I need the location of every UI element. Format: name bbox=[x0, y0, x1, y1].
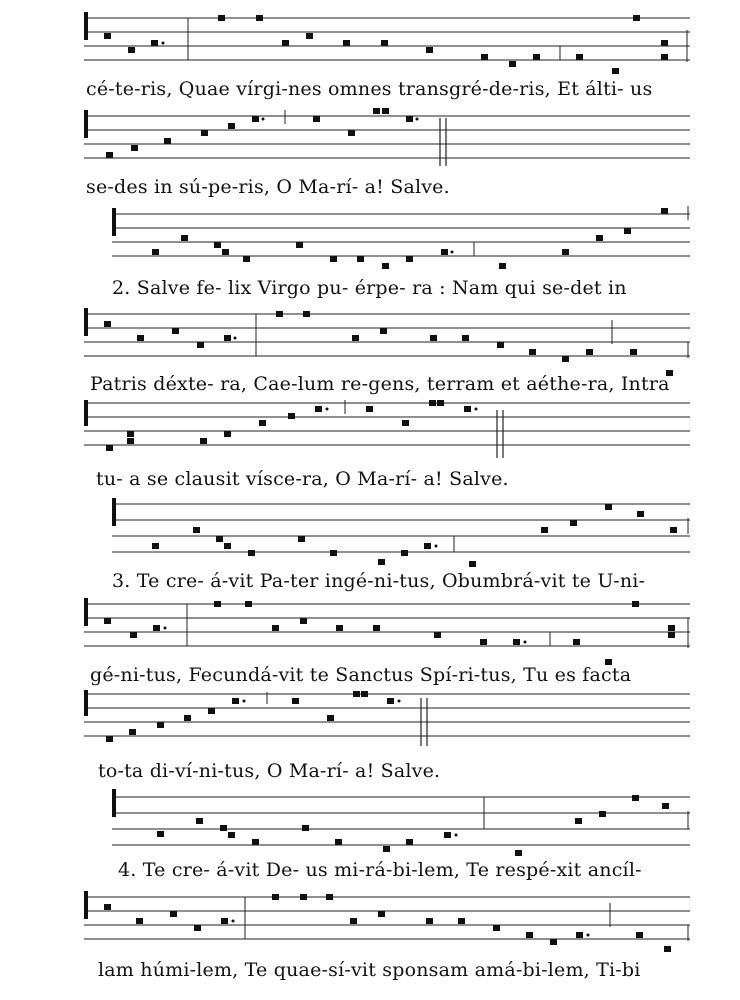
lyrics-7: gé-ni-tus, Fecundá-vit te Sanctus Spí-ri-tus, Tu es facta bbox=[90, 664, 632, 686]
lyrics-3: 2. Salve fe- lix Virgo pu- érpe- ra : Nam qui se-det in bbox=[112, 277, 627, 299]
neumes bbox=[106, 108, 446, 166]
staff-lines bbox=[84, 403, 690, 445]
system-3 bbox=[0, 200, 740, 300]
c-clef-icon bbox=[84, 110, 88, 138]
staff-9 bbox=[0, 785, 740, 869]
c-clef-icon bbox=[112, 498, 116, 526]
c-clef-icon bbox=[112, 208, 116, 236]
c-clef-icon bbox=[84, 891, 88, 919]
staff-lines bbox=[112, 214, 690, 256]
system-9 bbox=[0, 785, 740, 890]
system-7 bbox=[0, 590, 740, 690]
lyrics-10: lam húmi-lem, Te quae-sí-vit sponsam amá-bi-lem, Ti-bi bbox=[98, 959, 641, 981]
staff-2 bbox=[0, 100, 740, 180]
neumes bbox=[104, 15, 687, 74]
lyrics-5: tu- a se clausit víscе-ra, O Ma-rí- a! Salve. bbox=[96, 468, 509, 490]
neumes bbox=[152, 206, 688, 269]
lyrics-1: cé-te-ris, Quae vírgi-nes omnes transgré-de-ris, Et álti- us bbox=[86, 78, 653, 100]
system-1 bbox=[0, 0, 740, 100]
neumes bbox=[157, 795, 688, 856]
staff-lines bbox=[84, 897, 690, 939]
system-2 bbox=[0, 100, 740, 200]
lyrics-6: 3. Te cre- á-vit Pa-ter ingé-ni-tus, Obumbrá-vit te U-ni- bbox=[112, 570, 646, 592]
staff-8 bbox=[0, 690, 740, 770]
neumes bbox=[104, 311, 688, 376]
staff-6 bbox=[0, 490, 740, 574]
c-clef-icon bbox=[84, 598, 88, 626]
staff-10 bbox=[0, 885, 740, 969]
staff-lines bbox=[84, 604, 690, 646]
c-clef-icon bbox=[84, 400, 88, 426]
system-8 bbox=[0, 690, 740, 785]
lyrics-2: se-des in sú-pe-ris, O Ma-rí- a! Salve. bbox=[86, 176, 450, 198]
staff-3 bbox=[0, 200, 740, 280]
system-6 bbox=[0, 490, 740, 600]
staff-1 bbox=[0, 0, 740, 80]
system-4 bbox=[0, 300, 740, 400]
staff-lines bbox=[84, 314, 690, 356]
system-5 bbox=[0, 400, 740, 500]
staff-4 bbox=[0, 300, 740, 380]
staff-lines bbox=[84, 18, 690, 60]
lyrics-9: 4. Te cre- á-vit De- us mi-rá-bi-lem, Te respé-xit ancíl- bbox=[118, 859, 642, 881]
staff-7 bbox=[0, 590, 740, 670]
neumes bbox=[104, 894, 688, 952]
system-10 bbox=[0, 885, 740, 1000]
c-clef-icon bbox=[84, 308, 88, 336]
neumes bbox=[106, 400, 503, 458]
staff-lines bbox=[84, 116, 690, 158]
c-clef-icon bbox=[84, 12, 88, 40]
c-clef-icon bbox=[112, 789, 116, 817]
lyrics-4: Patris déxte- ra, Cae-lum re-gens, terram et aéthe-ra, Intra bbox=[90, 373, 670, 395]
c-clef-icon bbox=[84, 690, 88, 716]
neumes bbox=[104, 601, 688, 665]
lyrics-8: to-ta di-ví-ni-tus, O Ma-rí- a! Salve. bbox=[98, 760, 441, 782]
neumes bbox=[106, 691, 427, 746]
